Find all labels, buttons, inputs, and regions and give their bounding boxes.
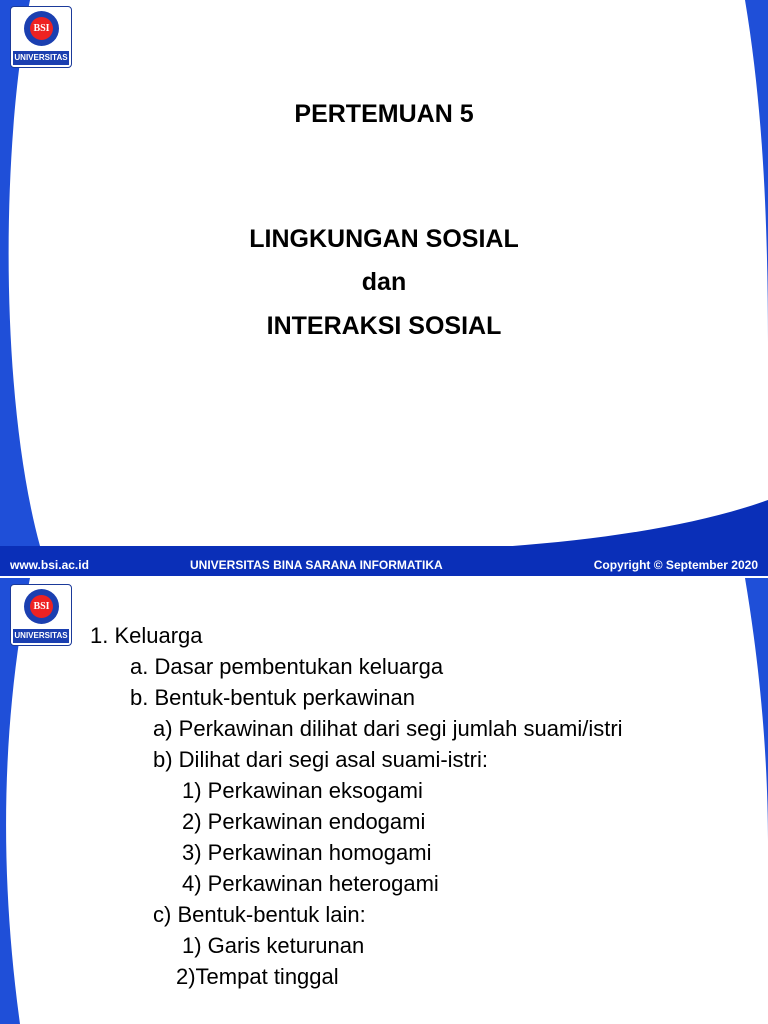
logo-label: UNIVERSITAS xyxy=(13,51,69,65)
list-item: 2) Perkawinan endogami xyxy=(182,809,426,834)
footer-copyright: Copyright © September 2020 xyxy=(593,558,758,572)
logo-emblem-text: BSI xyxy=(30,595,53,618)
slide-title-line3: INTERAKSI SOSIAL xyxy=(266,312,502,340)
list-item: c) Bentuk-bentuk lain: xyxy=(153,902,366,927)
university-logo xyxy=(10,584,72,646)
footer-website-link[interactable]: www.bsi.ac.id xyxy=(10,558,89,572)
logo-emblem-text: BSI xyxy=(30,17,53,40)
logo-label: UNIVERSITAS xyxy=(13,629,69,643)
logo-emblem xyxy=(24,589,59,624)
slide-footer xyxy=(0,546,768,576)
list-item: b. Bentuk-bentuk perkawinan xyxy=(130,685,415,710)
university-logo xyxy=(10,6,72,68)
slide-title-line2: dan xyxy=(361,268,407,296)
list-item: a. Dasar pembentukan keluarga xyxy=(130,654,444,679)
list-item: 2)Tempat tinggal xyxy=(176,964,339,989)
content-slide xyxy=(0,578,768,1024)
list-item: 1) Garis keturunan xyxy=(182,933,365,958)
list-item: 1. Keluarga xyxy=(90,623,203,648)
slide-heading: PERTEMUAN 5 xyxy=(294,100,474,128)
logo-emblem xyxy=(24,11,59,46)
list-item: b) Dilihat dari segi asal suami-istri: xyxy=(153,747,488,772)
list-item: 4) Perkawinan heterogami xyxy=(182,871,439,896)
list-item: 3) Perkawinan homogami xyxy=(182,840,432,865)
list-item: a) Perkawinan dilihat dari segi jumlah suami/istri xyxy=(153,716,623,741)
footer-institution: UNIVERSITAS BINA SARANA INFORMATIKA xyxy=(190,558,443,572)
list-item: 1) Perkawinan eksogami xyxy=(182,778,423,803)
slide-title-line1: LINGKUNGAN SOSIAL xyxy=(249,225,519,253)
